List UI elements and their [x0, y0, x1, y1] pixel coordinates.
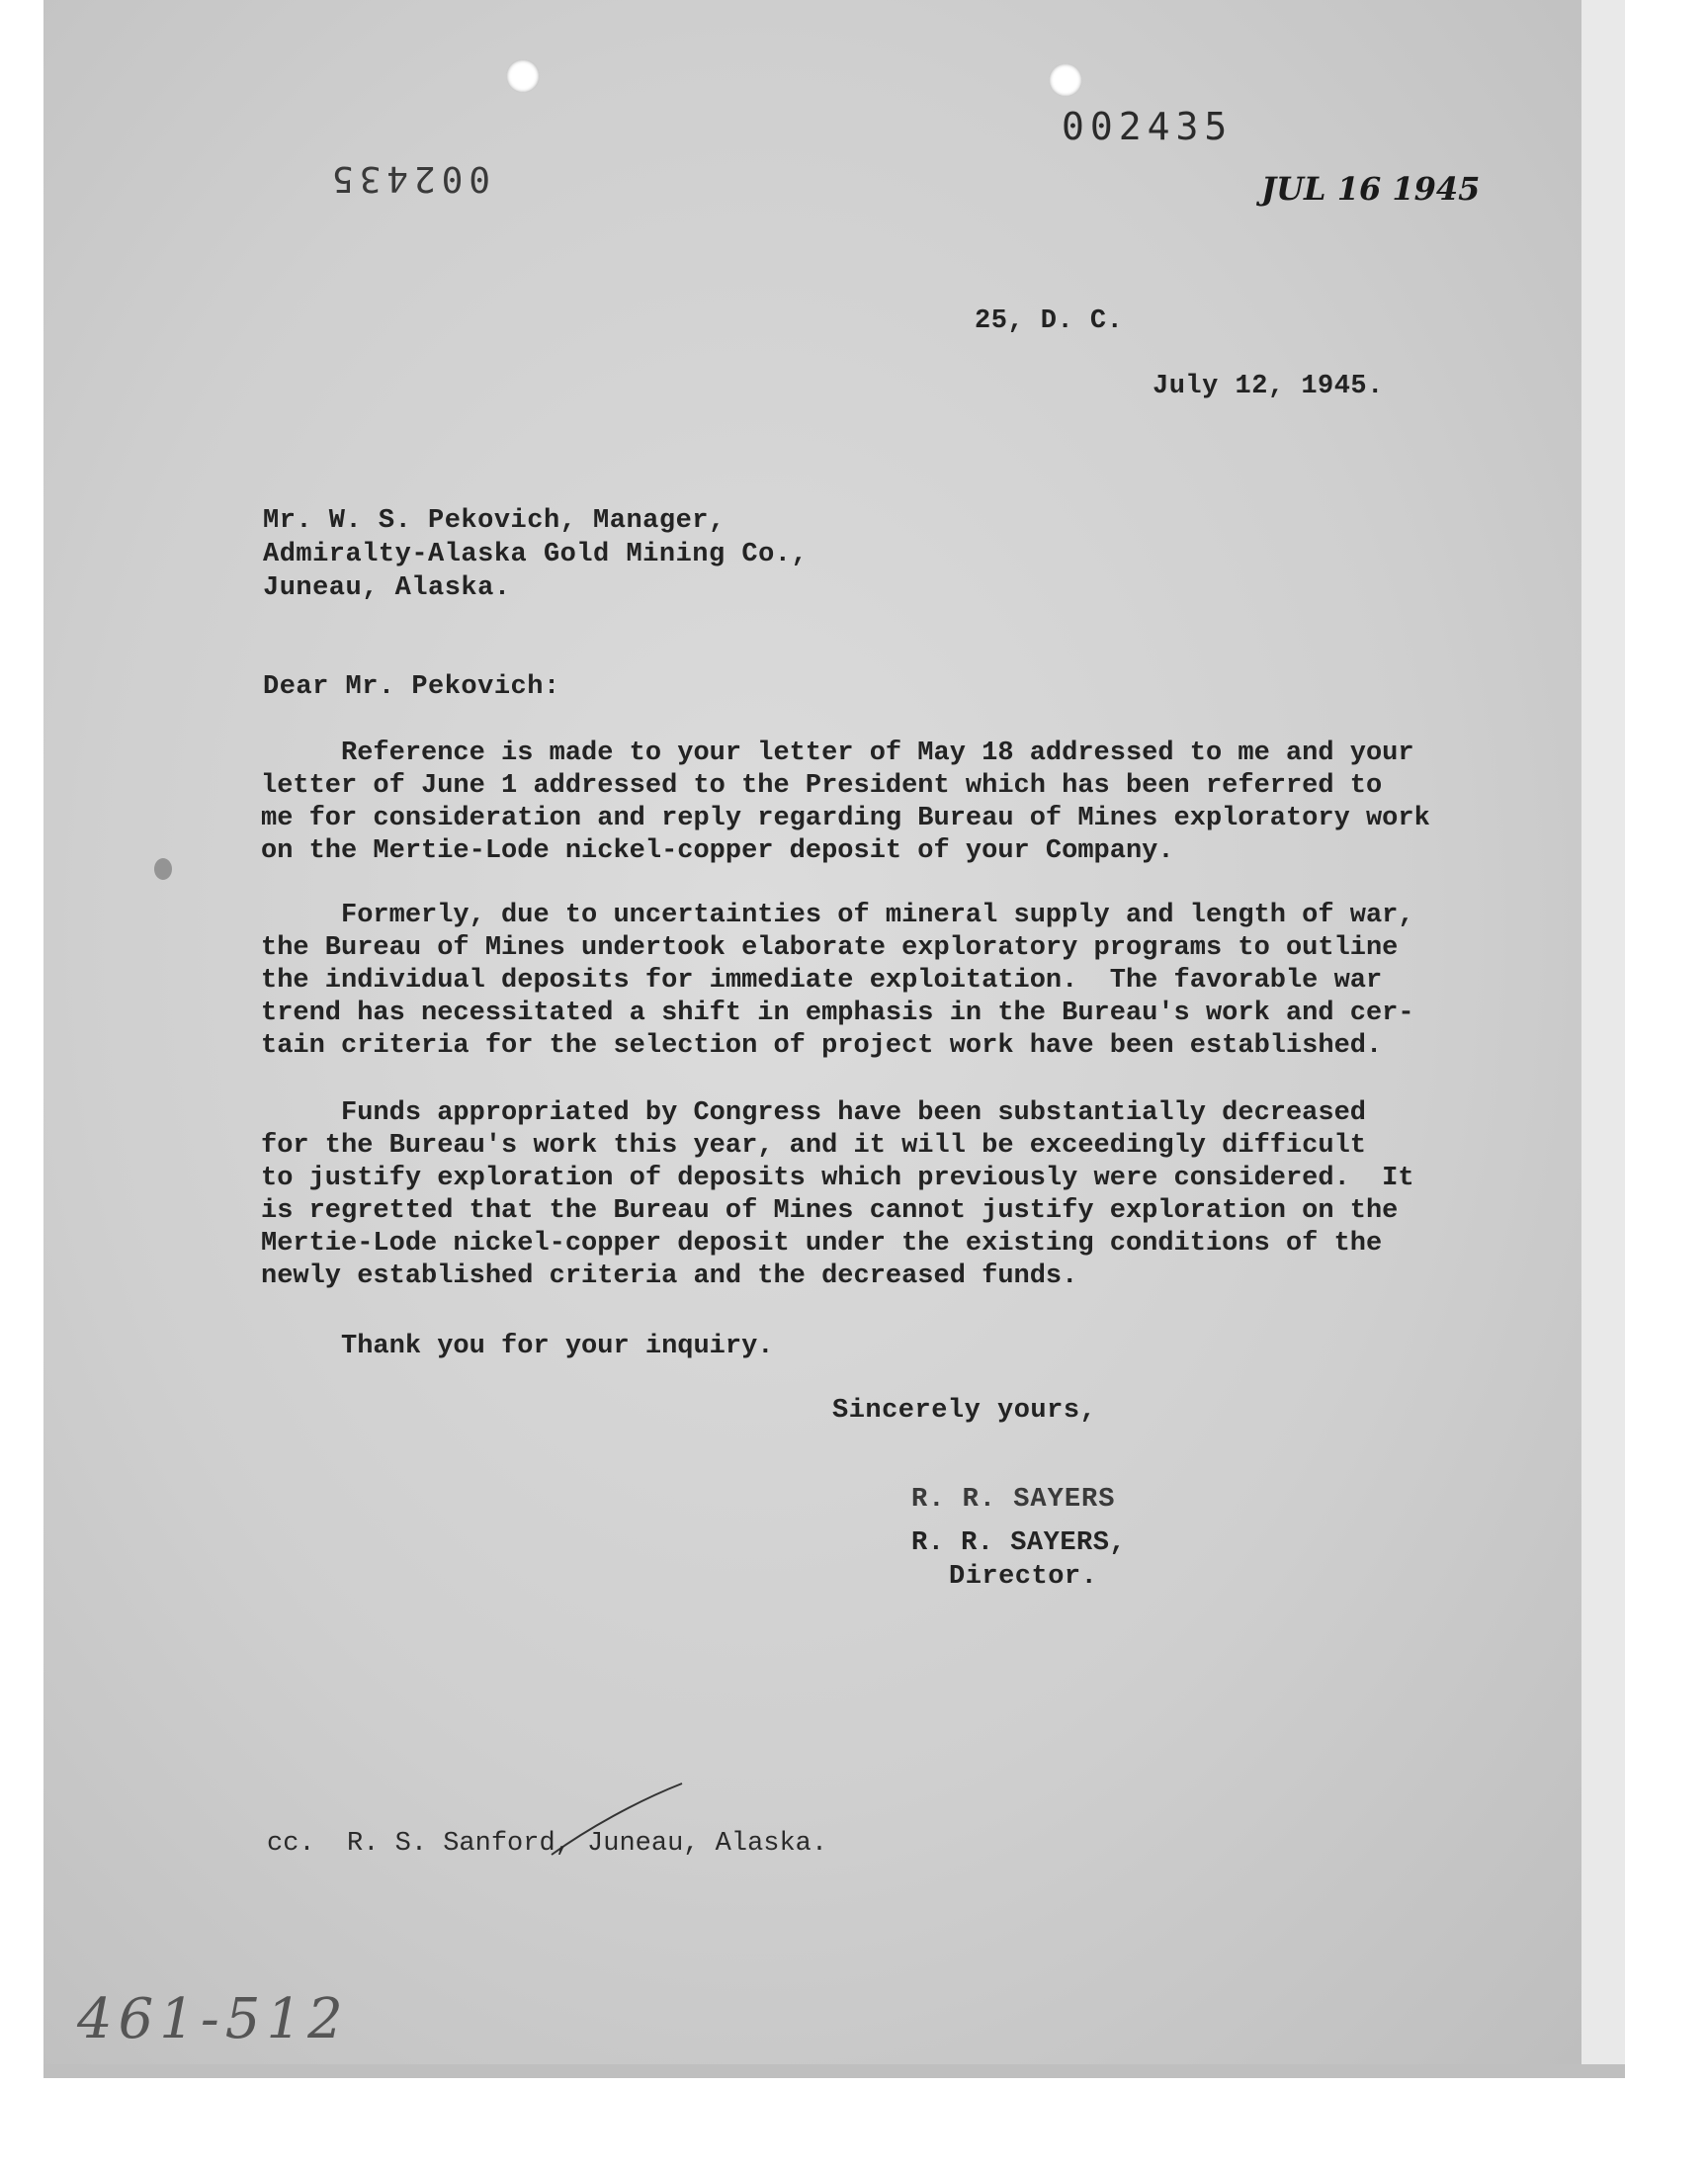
signer-title: Director.: [949, 1562, 1098, 1592]
signature-stamp: R. R. SAYERS: [911, 1485, 1116, 1515]
received-date-stamp: JUL 16 1945: [1261, 170, 1481, 208]
addressee-line-3: Juneau, Alaska.: [263, 573, 511, 603]
inverted-file-stamp: 002435: [326, 158, 491, 199]
letter-date: July 12, 1945.: [1153, 372, 1384, 401]
scan-bottom-strip: [43, 2064, 1625, 2078]
handwritten-file-note: 461-512: [77, 1987, 349, 2051]
valediction: Sincerely yours,: [832, 1396, 1097, 1426]
paragraph-formerly: Formerly, due to uncertainties of mineral supply and length of war, the Bureau of Mines undertook elaborate exploratory programs to outline the individual deposits for immediate exploitation. The favorable war trend has necessitated a shift in emphasis in the Bureau's work and cer- tain criteria for the selection of project work have been established.: [261, 901, 1414, 1061]
punch-hole-left: [506, 59, 540, 93]
addressee-line-1: Mr. W. S. Pekovich, Manager,: [263, 506, 726, 536]
sheet-edge: [1581, 0, 1625, 2064]
salutation: Dear Mr. Pekovich:: [263, 672, 560, 702]
addressee-line-2: Admiralty-Alaska Gold Mining Co.,: [263, 540, 809, 569]
paragraph-funds: Funds appropriated by Congress have been substantially decreased for the Bureau's work this year, and it will be exceedingly difficult to justify exploration of deposits which previously were considered. It is regretted that the Bureau of Mines cannot justify exploration on the Mertie-Lode nickel-copper deposit under the existing conditions of the newly established criteria and the decreased funds.: [261, 1098, 1414, 1291]
paragraph-reference: Reference is made to your letter of May 18 addressed to me and your letter of June 1 addressed to the President which has been referred to me for consideration and reply regarding Bureau of Mines exploratory work on the Mertie-Lode nickel-copper deposit of your Company.: [261, 739, 1430, 866]
ink-smudge: [154, 858, 172, 880]
signer-name: R. R. SAYERS,: [911, 1528, 1127, 1558]
letter-location: 25, D. C.: [975, 306, 1124, 336]
cc-line: cc. R. S. Sanford, Juneau, Alaska.: [267, 1829, 828, 1859]
file-number-stamp: 002435: [1062, 105, 1234, 148]
letter-sheet: [43, 0, 1625, 2064]
paragraph-thanks: Thank you for your inquiry.: [261, 1332, 774, 1361]
punch-hole-right: [1049, 63, 1082, 97]
